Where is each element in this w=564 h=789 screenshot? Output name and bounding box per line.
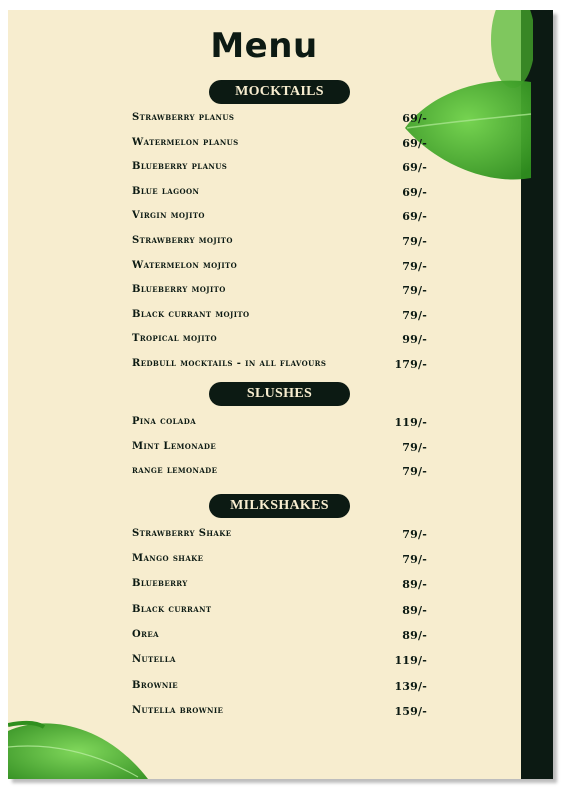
item-price: 119/- <box>394 416 427 429</box>
item-name: Tropical mojito <box>132 333 218 344</box>
item-price: 79/- <box>402 553 427 566</box>
item-name: Black currant <box>132 604 212 615</box>
section-heading-slushes: SLUSHES <box>209 382 350 406</box>
menu-item <box>132 284 427 300</box>
item-name: Orea <box>132 629 159 640</box>
item-name: Mango shake <box>132 553 204 564</box>
item-name: Virgin mojito <box>132 210 205 221</box>
item-name: Strawberry Shake <box>132 528 232 539</box>
menu-item <box>132 654 427 670</box>
item-price: 89/- <box>402 629 427 642</box>
menu-item <box>132 358 427 374</box>
item-price: 79/- <box>402 260 427 273</box>
item-name: Watermelon planus <box>132 137 239 148</box>
item-price: 79/- <box>402 441 427 454</box>
menu-item <box>132 112 427 128</box>
menu-item <box>132 528 427 544</box>
item-price: 79/- <box>402 465 427 478</box>
item-name: Nutella <box>132 654 176 665</box>
item-name: Mint Lemonade <box>132 441 217 452</box>
item-price: 79/- <box>402 235 427 248</box>
menu-item <box>132 578 427 594</box>
item-price: 69/- <box>402 186 427 199</box>
item-price: 79/- <box>402 309 427 322</box>
menu-item <box>132 705 427 721</box>
item-name: Pina colada <box>132 416 197 427</box>
item-price: 69/- <box>402 161 427 174</box>
item-price: 89/- <box>402 604 427 617</box>
item-name: Strawberry planus <box>132 112 235 123</box>
menu-title: Menu <box>210 26 318 66</box>
menu-item <box>132 186 427 202</box>
item-name: Nutella brownie <box>132 705 224 716</box>
item-price: 69/- <box>402 137 427 150</box>
item-price: 79/- <box>402 284 427 297</box>
item-name: Blue lagoon <box>132 186 200 197</box>
item-name: Blueberry mojito <box>132 284 226 295</box>
menu-item <box>132 416 427 432</box>
menu-item <box>132 260 427 276</box>
leaf-bottom-left <box>8 719 153 779</box>
item-name: Blueberry <box>132 578 188 589</box>
menu-item <box>132 553 427 569</box>
item-name: range lemonade <box>132 465 218 476</box>
menu-item <box>132 333 427 349</box>
menu-item <box>132 161 427 177</box>
menu-item <box>132 309 427 325</box>
menu-item <box>132 604 427 620</box>
menu-page <box>8 10 553 779</box>
menu-item <box>132 210 427 226</box>
item-price: 179/- <box>394 358 427 371</box>
item-price: 139/- <box>394 680 427 693</box>
item-price: 159/- <box>394 705 427 718</box>
item-name: Redbull mocktails - in all flavours <box>132 358 327 369</box>
menu-item <box>132 235 427 251</box>
section-heading-mocktails: MOCKTAILS <box>209 80 350 104</box>
item-name: Black currant mojito <box>132 309 250 320</box>
menu-item <box>132 465 427 481</box>
section-heading-milkshakes: MILKSHAKES <box>209 494 350 518</box>
menu-item <box>132 680 427 696</box>
item-name: Watermelon mojito <box>132 260 238 271</box>
item-price: 89/- <box>402 578 427 591</box>
menu-item <box>132 137 427 153</box>
item-price: 119/- <box>394 654 427 667</box>
item-name: Blueberry planus <box>132 161 228 172</box>
item-name: Brownie <box>132 680 179 691</box>
menu-item <box>132 441 427 457</box>
item-price: 79/- <box>402 528 427 541</box>
item-price: 99/- <box>402 333 427 346</box>
item-price: 69/- <box>402 210 427 223</box>
item-name: Strawberry mojito <box>132 235 233 246</box>
item-price: 69/- <box>402 112 427 125</box>
menu-item <box>132 629 427 645</box>
